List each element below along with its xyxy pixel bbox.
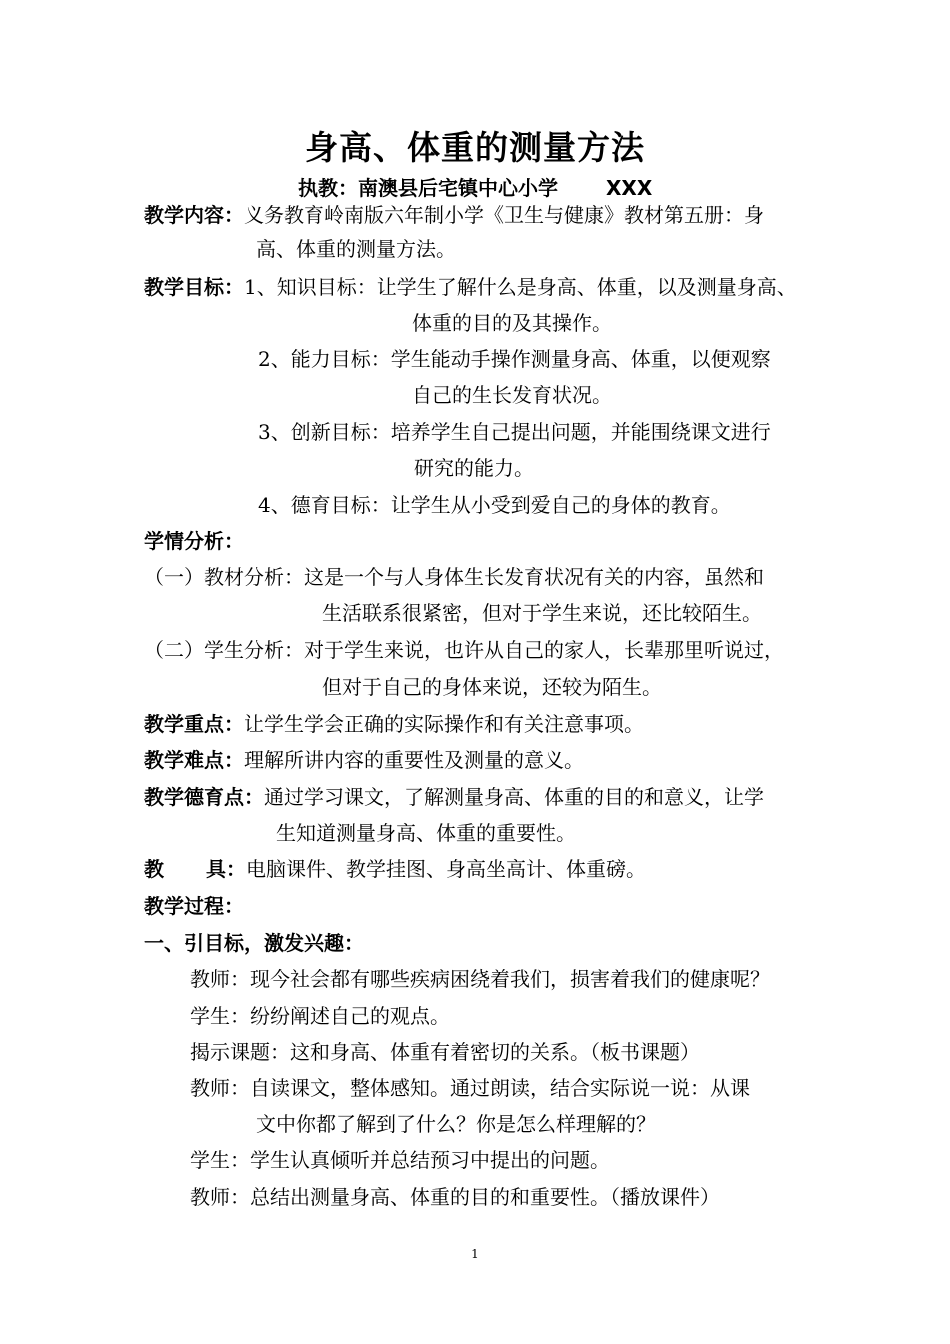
process-line-4-cont: 文中你都了解到了什么？你是怎么样理解的？ — [256, 1112, 656, 1136]
analysis-1-line-2: 生活联系很紧密，但对于学生来说，还比较陌生。 — [322, 601, 762, 625]
key-point-label: 教学重点： — [144, 712, 244, 736]
goal-3-line-2: 研究的能力。 — [414, 456, 534, 480]
difficulty-text: 理解所讲内容的重要性及测量的意义。 — [244, 748, 584, 772]
moral-line-1 — [144, 783, 764, 811]
key-point-text: 让学生学会正确的实际操作和有关注意事项。 — [244, 712, 644, 736]
content-line-2: 高、体重的测量方法。 — [256, 237, 456, 261]
analysis-label: 学情分析： — [144, 529, 244, 553]
tools-text: 电脑课件、教学挂图、身高坐高计、体重磅。 — [246, 857, 646, 881]
goal-2-line-2: 自己的生长发育状况。 — [412, 383, 612, 407]
process-line-1: 教师：现今社会都有哪些疾病困绕着我们，损害着我们的健康呢？ — [190, 967, 770, 991]
difficulty-label: 教学难点： — [144, 748, 244, 772]
page-title: 身高、体重的测量方法 — [305, 128, 645, 167]
tools-label-b: 具： — [206, 857, 246, 881]
goal-2-line-1: 2、能力目标：学生能动手操作测量身高、体重，以便观察 — [258, 347, 771, 371]
process-section-1-heading: 一、引目标，激发兴趣： — [144, 931, 364, 955]
analysis-2-line-2: 但对于自己的身体来说，还较为陌生。 — [322, 675, 662, 699]
moral-label: 教学德育点： — [144, 785, 264, 809]
goal-3-line-1: 3、创新目标：培养学生自己提出问题，并能围绕课文进行 — [258, 420, 771, 444]
goal-1-line-2: 体重的目的及其操作。 — [412, 311, 612, 335]
process-line-2: 学生：纷纷阐述自己的观点。 — [190, 1004, 450, 1028]
analysis-2-line-1: （二）学生分析：对于学生来说，也许从自己的家人，长辈那里听说过， — [144, 638, 784, 662]
author-name: XXX — [606, 176, 653, 200]
tools-label-a: 教 — [144, 857, 164, 881]
tools-line — [144, 855, 646, 883]
content-label: 教学内容： — [144, 203, 244, 227]
process-line-3: 揭示课题：这和身高、体重有着密切的关系。（板书课题） — [190, 1040, 700, 1064]
key-point-line — [144, 710, 644, 738]
moral-line-2: 生知道测量身高、体重的重要性。 — [276, 821, 576, 845]
content-text-1: 义务教育岭南版六年制小学《卫生与健康》教材第五册：身 — [244, 203, 764, 227]
page-number: 1 — [471, 1247, 479, 1261]
content-line-1 — [144, 201, 764, 229]
process-line-5: 学生：学生认真倾听并总结预习中提出的问题。 — [190, 1148, 610, 1172]
goal-4-line-1: 4、德育目标：让学生从小受到爱自己的身体的教育。 — [258, 493, 731, 517]
goals-line-1 — [144, 273, 797, 301]
analysis-1-line-1: （一）教材分析：这是一个与人身体生长发育状况有关的内容，虽然和 — [144, 565, 764, 589]
difficulty-line — [144, 746, 584, 774]
moral-text-1: 通过学习课文，了解测量身高、体重的目的和意义，让学 — [264, 785, 764, 809]
author-label: 执教：南澳县后宅镇中心小学 — [298, 176, 558, 200]
goals-label: 教学目标： — [144, 275, 244, 299]
process-line-6: 教师：总结出测量身高、体重的目的和重要性。（播放课件） — [190, 1185, 720, 1209]
process-label: 教学过程： — [144, 894, 244, 918]
process-line-4: 教师：自读课文，整体感知。通过朗读，结合实际说一说：从课 — [190, 1076, 750, 1100]
goal-1-text-1: 1、知识目标：让学生了解什么是身高、体重，以及测量身高、 — [244, 275, 797, 299]
author-line — [298, 174, 652, 202]
